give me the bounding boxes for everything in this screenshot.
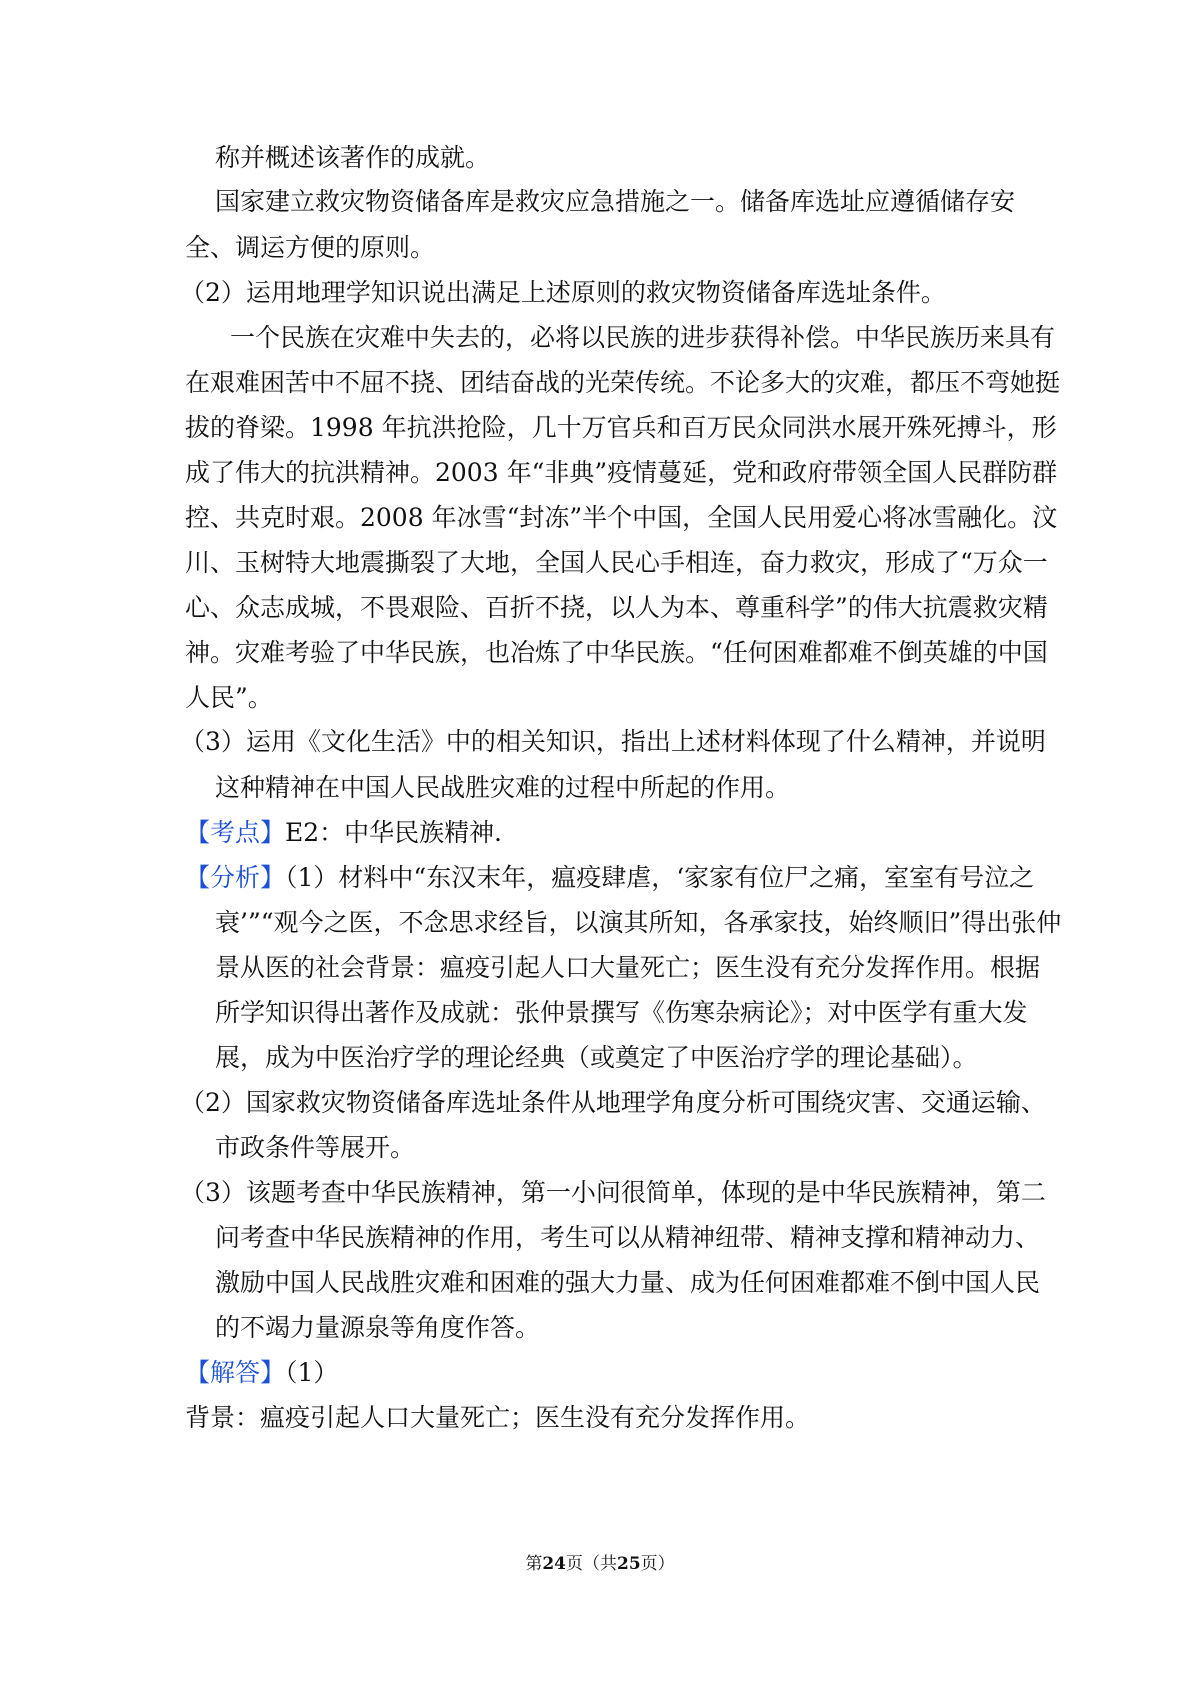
- text-line: 在艰难困苦中不屈不挠、团结奋战的光荣传统。不论多大的灾难，都压不弯她挺: [185, 368, 1061, 397]
- text-line: 国家建立救灾物资储备库是救灾应急措施之一。储备库选址应遵循储存安: [215, 187, 1016, 216]
- jieda-tag: 【解答】: [185, 1358, 286, 1387]
- footer-prefix: 第: [525, 1554, 543, 1574]
- text-line: 控、共克时艰。2008 年冰雪“封冻”半个中国，全国人民用爱心将冰雪融化。汶: [185, 503, 1058, 532]
- fenxi-line: 市政条件等展开。: [215, 1133, 416, 1162]
- text-line: 一个民族在灾难中失去的，必将以民族的进步获得补偿。中华民族历来具有: [230, 323, 1056, 352]
- question-3: （3）运用《文化生活》中的相关知识，指出上述材料体现了什么精神，并说明: [180, 727, 1046, 756]
- text-line: 成了伟大的抗洪精神。2003 年“非典”疫情蔓延，党和政府带领全国人民群防群: [185, 458, 1058, 487]
- jieda-section: [0, 1355, 1200, 1391]
- fenxi-line: 的不竭力量源泉等角度作答。: [215, 1313, 541, 1342]
- fenxi-line: 所学知识得出著作及成就：张仲景撰写《伤寒杂病论》；对中医学有重大发: [215, 998, 1028, 1027]
- fenxi-line: （3）该题考查中华民族精神，第一小问很简单，体现的是中华民族精神，第二: [180, 1178, 1046, 1207]
- text-line: 神。灾难考验了中华民族，也冶炼了中华民族。“任何困难都难不倒英雄的中国: [185, 638, 1048, 667]
- jieda-text: （1）: [285, 1358, 339, 1387]
- footer-middle: 页（共: [566, 1554, 617, 1574]
- kaodian-text: E2：中华民族精神．: [285, 818, 520, 847]
- fenxi-line: 衰’”“观今之医，不念思求经旨，以演其所知，各承家技，始终顺旧”得出张仲: [215, 908, 1062, 937]
- text-line: 人民”。: [185, 683, 273, 712]
- page-footer: [0, 1552, 1200, 1576]
- text-line: 心、众志成城，不畏艰险、百折不挠，以人为本、尊重科学”的伟大抗震救灾精: [185, 593, 1048, 622]
- fenxi-section: [0, 860, 1200, 896]
- jieda-line: 背景：瘟疫引起人口大量死亡；医生没有充分发挥作用。: [185, 1403, 811, 1432]
- fenxi-tag: 【分析】: [185, 863, 286, 892]
- fenxi-line: 问考查中华民族精神的作用，考生可以从精神纽带、精神支撑和精神动力、: [215, 1223, 1041, 1252]
- text-line: 拔的脊梁。1998 年抗洪抢险，几十万官兵和百万民众同洪水展开殊死搏斗，形: [185, 413, 1057, 442]
- fenxi-line: 展，成为中医治疗学的理论经典（或奠定了中医治疗学的理论基础）。: [215, 1043, 978, 1072]
- question-2: （2）运用地理学知识说出满足上述原则的救灾物资储备库选址条件。: [180, 278, 946, 307]
- fenxi-line: （1）材料中“东汉末年，瘟疫肆虐，‘家家有位尸之痛，室室有号泣之: [285, 863, 1035, 892]
- footer-suffix: 页）: [640, 1554, 675, 1574]
- fenxi-line: 景从医的社会背景：瘟疫引起人口大量死亡；医生没有充分发挥作用。根据: [215, 953, 1041, 982]
- text-line: 川、玉树特大地震撕裂了大地，全国人民心手相连，奋力救灾，形成了“万众一: [185, 548, 1048, 577]
- fenxi-line: 激励中国人民战胜灾难和困难的强大力量、成为任何困难都难不倒中国人民: [215, 1268, 1041, 1297]
- footer-total-pages: 25: [617, 1554, 641, 1574]
- kaodian-tag: 【考点】: [185, 818, 286, 847]
- kaodian-section: [0, 815, 1200, 851]
- fenxi-line: （2）国家救灾物资储备库选址条件从地理学角度分析可围绕灾害、交通运输、: [180, 1088, 1046, 1117]
- text-line: 全、调运方便的原则。: [185, 233, 436, 262]
- footer-page-number: 24: [542, 1554, 566, 1574]
- text-line: 称并概述该著作的成就。: [215, 143, 491, 172]
- text-line: 这种精神在中国人民战胜灾难的过程中所起的作用。: [215, 773, 791, 802]
